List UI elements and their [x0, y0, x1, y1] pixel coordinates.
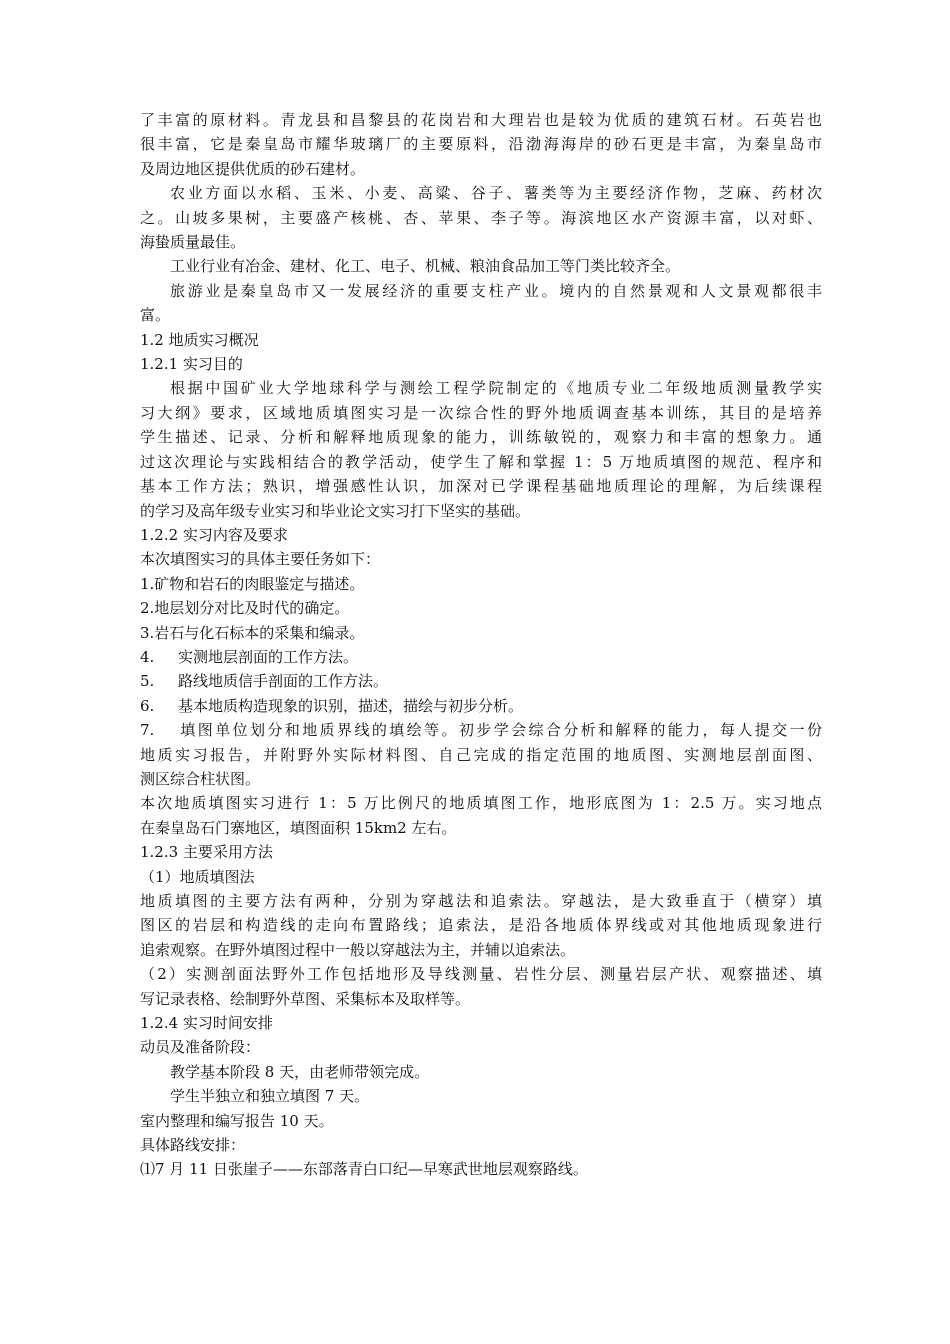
paragraph-line: 了丰富的原材料。青龙县和昌黎县的花岗岩和大理岩也是较为优质的建筑石材。石英岩也 [140, 111, 822, 129]
subsection-heading: （1）地质填图法 [140, 867, 255, 886]
paragraph-line: 学生半独立和独立填图 7 天。 [170, 1087, 370, 1106]
list-number: 4. [140, 647, 155, 666]
paragraph-line: ⑴7 月 11 日张崖子——东部落青白口纪—早寒武世地层观察路线。 [140, 1160, 588, 1179]
paragraph-line: 在秦皇岛石门寨地区，填图面积 15km2 左右。 [140, 818, 457, 837]
list-item [140, 694, 822, 718]
paragraph-line: 很丰富，它是秦皇岛市耀华玻璃厂的主要原料，沿渤海海岸的砂石更是丰富，为秦皇岛市 [140, 135, 822, 154]
paragraph-line: 富。 [140, 306, 171, 325]
list-number: 5. [140, 672, 155, 691]
paragraph-line: 图区的岩层和构造线的走向布置路线；追索法，是沿各地质体界线或对其他地质现象进行 [140, 916, 822, 935]
paragraph-line: （2）实测剖面法野外工作包括地形及导线测量、岩性分层、测量岩层产状、观察描述、填 [140, 965, 822, 984]
section-heading: 1.2.3 主要采用方法 [140, 843, 273, 862]
list-text: 实测地层剖面的工作方法。 [178, 647, 359, 666]
paragraph-line: 本次地质填图实习进行 1：5 万比例尺的地质填图工作，地形底图为 1：2.5 万。实习地点 [140, 794, 822, 813]
paragraph-line: 学生描述、记录、分析和解释地质现象的能力，训练敏锐的，观察力和丰富的想象力。通 [140, 428, 822, 447]
paragraph-line: 本次填图实习的具体主要任务如下： [140, 550, 381, 569]
list-text: 填图单位划分和地质界线的填绘等。初步学会综合分析和解释的能力，每人提交一份 [178, 721, 822, 740]
list-item [140, 645, 822, 669]
paragraph-line: 过这次理论与实践相结合的教学活动，使学生了解和掌握 1：5 万地质填图的规范、程序和 [140, 452, 822, 471]
paragraph-line: 海蛰质量最佳。 [140, 233, 246, 252]
paragraph-line: 室内整理和编写报告 10 天。 [140, 1111, 334, 1130]
list-item: 1.矿物和岩石的肉眼鉴定与描述。 [140, 574, 365, 593]
paragraph-line: 教学基本阶段 8 天，由老师带领完成。 [170, 1062, 430, 1081]
section-heading: 1.2.1 实习目的 [140, 355, 243, 374]
document-page [140, 108, 822, 1182]
paragraph-line: 追索观察。在野外填图过程中一般以穿越法为主，并辅以追索法。 [140, 940, 576, 959]
list-item [140, 718, 822, 742]
paragraph-line: 动员及准备阶段： [140, 1038, 261, 1057]
paragraph-line: 工业行业有冶金、建材、化工、电子、机械、粮油食品加工等门类比较齐全。 [170, 257, 681, 276]
paragraph-line: 地质实习报告，并附野外实际材料图、自己完成的指定范围的地质图、实测地层剖面图、 [140, 745, 822, 764]
paragraph-line: 根据中国矿业大学地球科学与测绘工程学院制定的《地质专业二年级地质测量教学实 [170, 379, 822, 398]
paragraph-line: 地质填图的主要方法有两种，分别为穿越法和追索法。穿越法，是大致垂直于（横穿）填 [140, 892, 822, 910]
paragraph-line: 具体路线安排： [140, 1136, 246, 1155]
paragraph-line: 农业方面以水稻、玉米、小麦、高粱、谷子、薯类等为主要经济作物，芝麻、药材次 [170, 184, 822, 203]
list-text: 路线地质信手剖面的工作方法。 [178, 672, 389, 691]
paragraph-line: 测区综合柱状图。 [140, 769, 261, 788]
list-item: 3.岩石与化石标本的采集和编录。 [140, 623, 365, 642]
paragraph-line: 之。山坡多果树，主要盛产核桃、杏、苹果、李子等。海滨地区水产资源丰富，以对虾、 [140, 208, 822, 227]
list-text: 基本地质构造现象的识别，描述，描绘与初步分析。 [178, 696, 524, 715]
list-item [140, 669, 822, 693]
paragraph-line: 习大纲》要求，区域地质填图实习是一次综合性的野外地质调查基本训练，其目的是培养 [140, 403, 822, 422]
section-heading: 1.2 地质实习概况 [140, 330, 259, 349]
paragraph-line: 旅游业是秦皇岛市又一发展经济的重要支柱产业。境内的自然景观和人文景观都很丰 [170, 281, 822, 300]
paragraph-line: 写记录表格、绘制野外草图、采集标本及取样等。 [140, 989, 471, 1008]
list-item: 2.地层划分对比及时代的确定。 [140, 599, 350, 618]
section-heading: 1.2.4 实习时间安排 [140, 1014, 273, 1033]
paragraph-line: 基本工作方法；熟识，增强感性认识，加深对已学课程基础地质理论的理解，为后续课程 [140, 477, 822, 496]
paragraph-line: 及周边地区提供优质的砂石建材。 [140, 159, 366, 178]
list-number: 7. [140, 721, 155, 740]
paragraph-line: 的学习及高年级专业实习和毕业论文实习打下坚实的基础。 [140, 501, 531, 520]
section-heading: 1.2.2 实习内容及要求 [140, 525, 288, 544]
list-number: 6. [140, 696, 155, 715]
